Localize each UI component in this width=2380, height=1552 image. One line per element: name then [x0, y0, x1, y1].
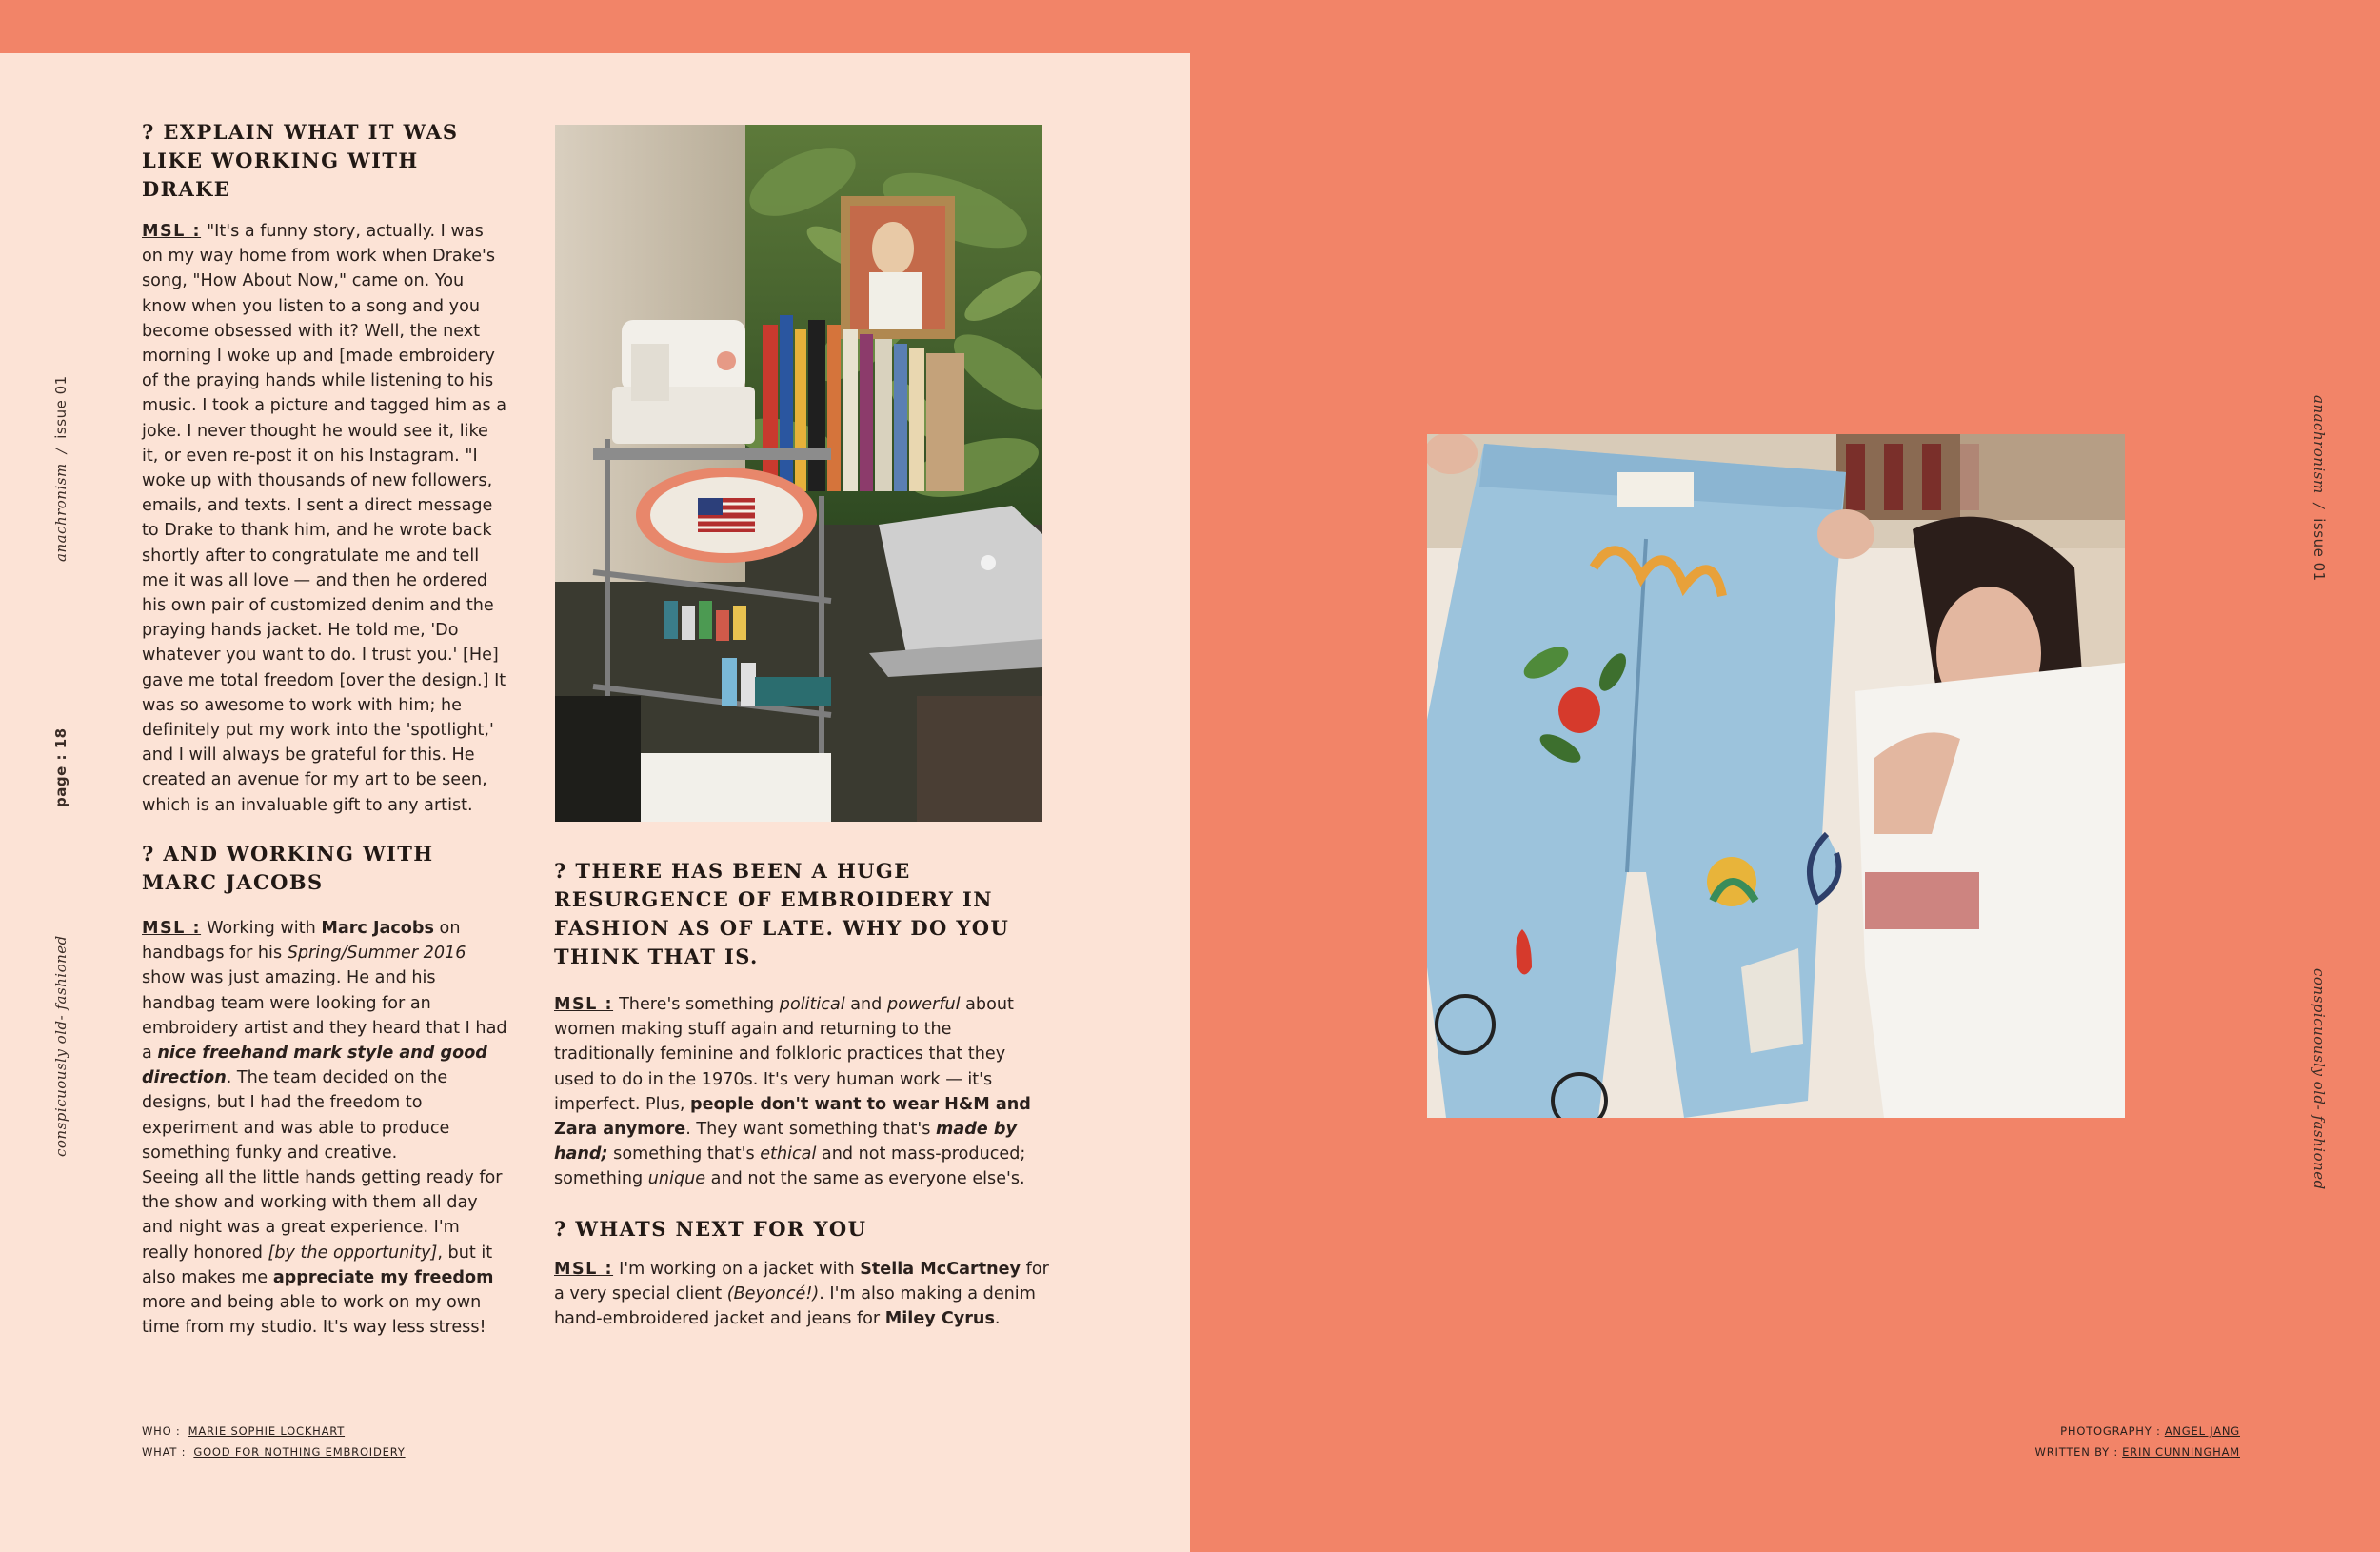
msl-label: MSL : — [142, 222, 202, 241]
credit-what — [142, 1442, 406, 1462]
answer-marc-jacobs — [142, 916, 508, 1165]
magazine-name: anachronism — [52, 463, 69, 562]
credit-label: WHAT : — [142, 1445, 187, 1459]
question-drake: ? EXPLAIN WHAT IT WAS LIKE WORKING WITH DRAKE — [142, 120, 459, 201]
text: about women making stuff again and returning to the traditionally feminine and folkloric practices that they used to do in the 1970s. It's very human work — it's imperfect. Plus, — [554, 995, 1014, 1114]
emphasis: ethical — [760, 1144, 817, 1164]
answer-drake-text: "It's a funny story, actually. I was on my way home from work when Drake's song, "How About Now," came on. You know when you listen to a song and you become obsessed with it? Well, the next morning I woke up and [made embroidery of the praying hands while listening to his music. I took a picture and tagged him as a joke. I never thought he would see it, like it, or even re-post it on his Instagram. "I woke up with thousands of new followers, emails, and texts. I sent a direct message to Drake to thank him, and he wrote back shortly after to congratulate me and tell me it was all love — and then he ordered his own pair of customized denim and the praying hands jacket. He told me, 'Do whatever you want to do. I trust you.' [He] gave me total freedom [over the design.] It was so awesome to work with him; he definitely put my work into the 'spotlight,' and I will always be grateful for this. He created an avenue for my art to be seen, which is an invaluable gift to any artist. — [142, 222, 506, 815]
emphasis: made by hand; — [554, 1120, 1017, 1164]
text: Working with — [207, 919, 322, 938]
text: and — [844, 995, 887, 1014]
emphasis: (Beyoncé!) — [726, 1284, 820, 1304]
label-separator: / — [52, 448, 69, 454]
right-magazine-label — [2311, 395, 2328, 582]
section-drake — [142, 118, 508, 818]
text: show was just amazing. He and his handbag team were looking for an embroidery artist and they heard that I had a — [142, 968, 507, 1064]
emphasis: people don't want to wear H&M and Zara anymore — [554, 1094, 1031, 1140]
emphasis: [by the opportunity] — [268, 1243, 438, 1263]
emphasis: Spring/Summer 2016 — [287, 944, 466, 964]
credit-value[interactable]: GOOD FOR NOTHING EMBROIDERY — [193, 1445, 406, 1459]
emphasis: Stella McCartney — [860, 1260, 1021, 1279]
jeans-photo-illustration — [1427, 434, 2125, 1118]
credit-written-by — [2035, 1442, 2240, 1462]
credit-value[interactable]: ERIN CUNNINGHAM — [2122, 1445, 2240, 1459]
emphasis: political — [779, 995, 845, 1014]
question-resurgence: ? THERE HAS BEEN A HUGE RESURGENCE OF EMBROIDERY IN FASHION AS OF LATE. WHY DO YOU THINK THAT IS. — [554, 859, 1010, 968]
text: Seeing all the little hands getting ready for the show and working with them all day and night was a great experience. I'm really honored — [142, 1168, 503, 1263]
right-tagline: conspicuously old- fashioned — [2311, 968, 2328, 1190]
credit-label: PHOTOGRAPHY : — [2060, 1424, 2161, 1438]
page-number: page : 18 — [52, 727, 69, 807]
issue-number: issue 01 — [52, 375, 69, 439]
emphasis: Miley Cyrus — [884, 1309, 995, 1329]
text: . The team decided on the designs, but I had the freedom to experiment and was able to produce something funky and creative. — [142, 1068, 450, 1163]
text: . — [994, 1309, 1001, 1329]
credit-value[interactable]: ANGEL JANG — [2164, 1424, 2240, 1438]
answer-next — [554, 1257, 1049, 1332]
text: for a very special client — [554, 1260, 1049, 1304]
text: something that's — [607, 1144, 761, 1164]
credit-photography — [2035, 1421, 2240, 1442]
emphasis: appreciate my freedom — [272, 1267, 494, 1287]
magazine-name: anachronism — [2311, 395, 2328, 494]
credits-right — [2035, 1421, 2240, 1462]
answer-marc-jacobs-2 — [142, 1165, 508, 1340]
text: I'm working on a jacket with — [619, 1260, 861, 1279]
text: on handbags for his — [142, 919, 461, 964]
sewing-studio-photo — [555, 125, 1042, 822]
section-marc-jacobs — [142, 840, 508, 1340]
answer-resurgence — [554, 992, 1049, 1192]
credit-who — [142, 1421, 406, 1442]
top-band — [0, 0, 1190, 53]
left-tagline: conspicuously old- fashioned — [52, 935, 69, 1157]
credits-left — [142, 1421, 406, 1462]
emphasis: Marc Jacobs — [321, 919, 434, 938]
msl-label: MSL : — [554, 1260, 614, 1279]
studio-photo-illustration — [555, 125, 1042, 822]
credit-value[interactable]: MARIE SOPHIE LOCKHART — [188, 1424, 346, 1438]
text: more and being able to work on my own time from my studio. It's way less stress! — [142, 1293, 486, 1338]
section-next — [554, 1215, 1049, 1332]
text: . I'm also making a denim hand-embroidered jacket and jeans for — [554, 1284, 1036, 1329]
question-next: ? WHATS NEXT FOR YOU — [554, 1217, 867, 1241]
emphasis: powerful — [886, 995, 961, 1014]
credit-label: WHO : — [142, 1424, 181, 1438]
section-resurgence — [554, 857, 1049, 1192]
emphasis: nice freehand mark style and good direction — [142, 1044, 487, 1088]
answer-drake — [142, 219, 508, 818]
question-marc-jacobs: ? AND WORKING WITH MARC JACOBS — [142, 842, 434, 894]
issue-number: issue 01 — [2311, 518, 2328, 582]
credit-label: WRITTEN BY : — [2034, 1445, 2119, 1459]
embroidered-jeans-photo — [1427, 434, 2125, 1118]
text: , but it also makes me — [142, 1243, 493, 1287]
text: and not the same as everyone else's. — [705, 1169, 1025, 1189]
text: There's something — [619, 995, 780, 1014]
msl-label: MSL : — [142, 919, 202, 938]
msl-label: MSL : — [554, 995, 614, 1014]
text: . They want something that's — [685, 1120, 936, 1140]
text: and not mass-produced; something — [554, 1144, 1026, 1189]
emphasis: unique — [647, 1169, 706, 1189]
label-separator: / — [2311, 503, 2328, 509]
left-magazine-label — [52, 375, 69, 562]
